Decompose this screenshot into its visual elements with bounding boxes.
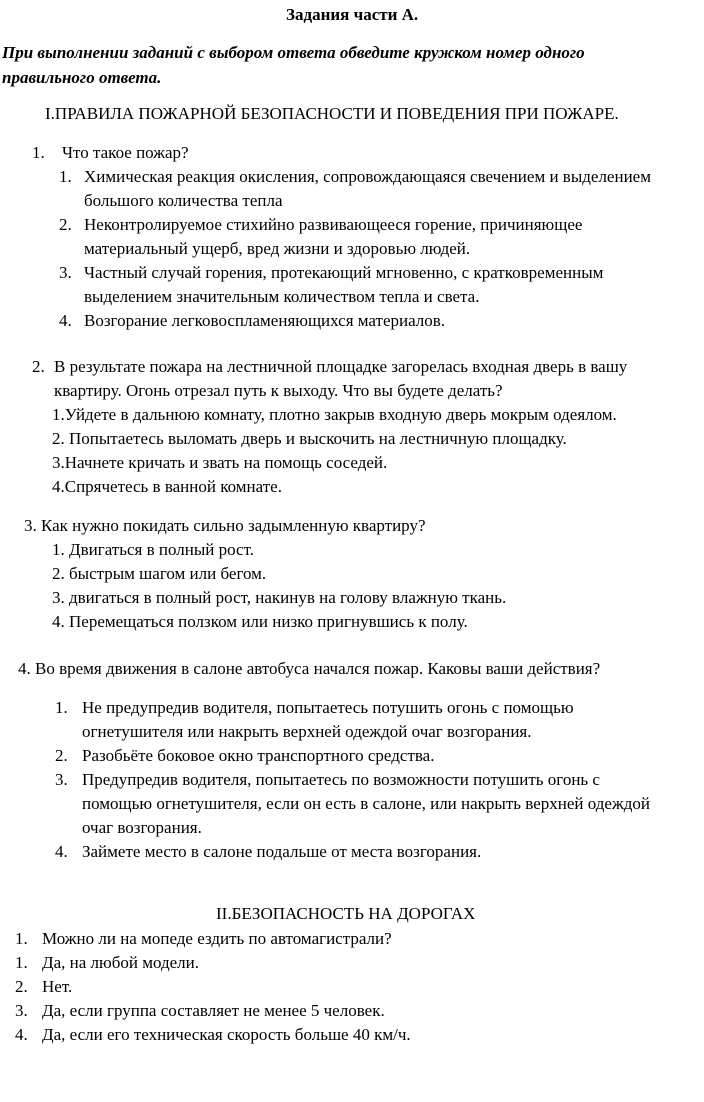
- question-2-line-1: В результате пожара на лестничной площадке загорелась входная дверь в вашу: [54, 357, 628, 376]
- q4-option-3-line-2: помощью огнетушителя, если он есть в салоне, или накрыть верхней одеждой: [82, 794, 650, 813]
- q4-option-3-number: 3.: [55, 770, 68, 789]
- q3-option-3: 3. двигаться в полный рост, накинув на голову влажную ткань.: [52, 588, 507, 607]
- question-2-number: 2.: [32, 357, 45, 376]
- q3-option-1: 1. Двигаться в полный рост.: [52, 540, 254, 559]
- s2-option-2-text: Нет.: [42, 977, 73, 996]
- q4-option-4-number: 4.: [55, 842, 68, 861]
- q2-option-4: 4.Спрячетесь в ванной комнате.: [52, 477, 282, 496]
- s2-option-4-text: Да, если его техническая скорость больше 40 км/ч.: [42, 1025, 411, 1044]
- s2-option-3-number: 3.: [15, 1001, 28, 1020]
- q4-option-3-line-1: Предупредив водителя, попытаетесь по возможности потушить огонь с: [82, 770, 600, 789]
- question-3-text: 3. Как нужно покидать сильно задымленную квартиру?: [24, 516, 426, 535]
- s2-question-1-text: Можно ли на мопеде ездить по автомагистрали?: [42, 929, 392, 948]
- s2-option-4-number: 4.: [15, 1025, 28, 1044]
- question-4-text: 4. Во время движения в салоне автобуса начался пожар. Каковы ваши действия?: [18, 659, 601, 678]
- q1-option-1-number: 1.: [59, 167, 72, 186]
- question-2-line-2: квартиру. Огонь отрезал путь к выходу. Что вы будете делать?: [54, 381, 503, 400]
- q4-option-3-line-3: очаг возгорания.: [82, 818, 202, 837]
- q4-option-1-number: 1.: [55, 698, 68, 717]
- instruction-line-2: правильного ответа.: [2, 68, 162, 87]
- section-1-heading: I.ПРАВИЛА ПОЖАРНОЙ БЕЗОПАСНОСТИ И ПОВЕДЕНИЯ ПРИ ПОЖАРЕ.: [45, 104, 619, 123]
- q4-option-1-line-2: огнетушителя или накрыть верхней одеждой очаг возгорания.: [82, 722, 532, 741]
- q1-option-2-number: 2.: [59, 215, 72, 234]
- q4-option-2-line-1: Разобьёте боковое окно транспортного средства.: [82, 746, 435, 765]
- question-1-text: Что такое пожар?: [62, 143, 189, 162]
- q4-option-1-line-1: Не предупредив водителя, попытаетесь потушить огонь с помощью: [82, 698, 574, 717]
- q1-option-3-number: 3.: [59, 263, 72, 282]
- s2-option-1-text: Да, на любой модели.: [42, 953, 200, 972]
- q1-option-4-line-1: Возгорание легковоспламеняющихся материалов.: [84, 311, 446, 330]
- q3-option-2: 2. быстрым шагом или бегом.: [52, 564, 267, 583]
- q1-option-2-line-1: Неконтролируемое стихийно развивающееся горение, причиняющее: [84, 215, 583, 234]
- s2-option-3-text: Да, если группа составляет не менее 5 человек.: [42, 1001, 385, 1020]
- q2-option-1: 1.Уйдете в дальнюю комнату, плотно закрыв входную дверь мокрым одеялом.: [52, 405, 617, 424]
- section-2-heading: II.БЕЗОПАСНОСТЬ НА ДОРОГАХ: [216, 904, 476, 923]
- s2-question-1-number: 1.: [15, 929, 28, 948]
- q4-option-4-line-1: Займете место в салоне подальше от места возгорания.: [82, 842, 482, 861]
- question-1-number: 1.: [32, 143, 45, 162]
- q1-option-2-line-2: материальный ущерб, вред жизни и здоровью людей.: [84, 239, 471, 258]
- q2-option-3: 3.Начнете кричать и звать на помощь соседей.: [52, 453, 388, 472]
- q1-option-3-line-2: выделением значительным количеством тепла и света.: [84, 287, 480, 306]
- q1-option-1-line-2: большого количества тепла: [84, 191, 283, 210]
- instruction-line-1: При выполнении заданий с выбором ответа обведите кружком номер одного: [2, 43, 585, 62]
- page-title: Задания части А.: [286, 5, 419, 24]
- q4-option-2-number: 2.: [55, 746, 68, 765]
- s2-option-1-number: 1.: [15, 953, 28, 972]
- q1-option-3-line-1: Частный случай горения, протекающий мгновенно, с кратковременным: [84, 263, 604, 282]
- q1-option-4-number: 4.: [59, 311, 72, 330]
- s2-option-2-number: 2.: [15, 977, 28, 996]
- q1-option-1-line-1: Химическая реакция окисления, сопровождающаяся свечением и выделением: [84, 167, 651, 186]
- q3-option-4: 4. Перемещаться ползком или низко пригнувшись к полу.: [52, 612, 468, 631]
- q2-option-2: 2. Попытаетесь выломать дверь и выскочить на лестничную площадку.: [52, 429, 567, 448]
